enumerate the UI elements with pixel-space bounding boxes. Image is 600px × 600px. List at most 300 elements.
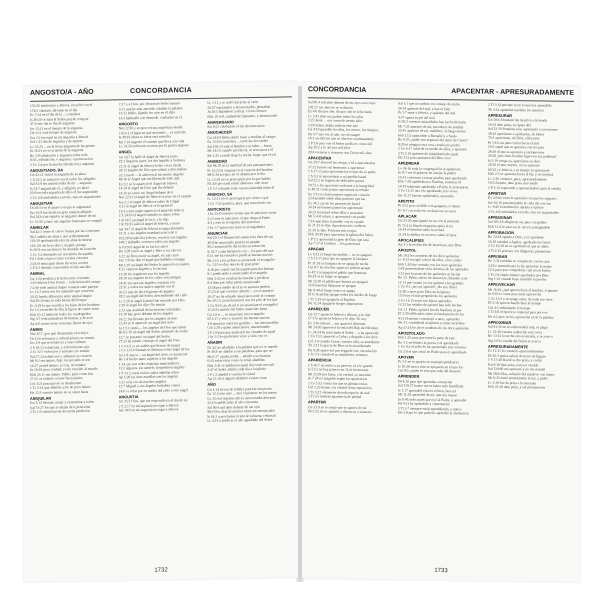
- concordance-reference-line: 4:11 él mismo constituyó a unos, apóstoles: [398, 315, 460, 321]
- concordance-reference-line: 1 Ts 2:4 según fuimos aprobados por Dios: [488, 272, 549, 278]
- concordance-reference-line: 25:41 apartaos de mí, malditos, al fuego eterno: [398, 128, 466, 134]
- concordance-reference-line: 2:42 perseveraban en la doctrina de los apóstoles: [398, 266, 469, 272]
- concordance-reference-line: Lc 13:24 esforzaos a entrar por la puerta angosta: [118, 143, 189, 149]
- concordance-reference-line: Jn 21:15 le dijo: Apacienta mis corderos: [308, 223, 366, 229]
- concordance-reference-line: Sal 90:4 mil años delante de tus ojos: [207, 404, 260, 410]
- concordance-reference-line: Éx 12:11 lo comeréis apresuradamente: [488, 348, 544, 354]
- concordance-reference-line: Fil 4:11 he aprendido a contentarme: [398, 401, 450, 407]
- concordance-reference-line: Est 6:10 date prisa, toma el vestido: [488, 362, 539, 367]
- concordance-reference-line: 37:3 este día es día de angustia: [30, 121, 75, 126]
- right-page-header-title: CONCORDANCIA: [308, 86, 367, 95]
- concordance-reference-line: 2 Co 11:13 estos son falsos apóstoles: [398, 297, 452, 303]
- concordance-reference-line: 2:18 e instruido por la ley apruebas lo mejor: [488, 263, 552, 269]
- concordance-reference-line: Ap 21:14 los doce nombres de los doce apóstoles: [398, 324, 469, 330]
- concordance-reference-line: 63:9 en toda angustia de ellos él fue angustiado: [30, 189, 99, 195]
- concordance-reference-line: 15:9 soy el más pequeño de los apóstoles: [398, 293, 458, 299]
- concordance-reference-line: 34:23 levantaré sobre ellas a un pastor: [308, 209, 364, 215]
- concordance-reference-line: Pr 1:16 sus pies corren hacia el mal: [488, 140, 539, 145]
- concordance-reference-line: Gá 4:10 guardáis los días, los meses, los tiempos: [308, 127, 379, 133]
- left-page-header-entry-range: ANGOSTO/A - AÑO: [30, 88, 94, 97]
- concordance-reference-line: Ez 1:5 en medio de ella la figura de cuatro seres: [30, 306, 100, 312]
- concordance-reference-line: Ef 5:16 aprovechando bien el tiempo: [488, 300, 542, 306]
- concordance-reference-line: 1 R 19:5 un ángel le tocó, y le dijo: [118, 216, 169, 222]
- concordance-reference-line: 24:31 enviará sus ángeles con gran voz: [118, 279, 175, 285]
- concordance-reference-line: Gn 1:24 produzca la tierra seres vivientes: [30, 275, 90, 281]
- concordance-reference-line: Gá 1:8 aun si ... un ángel del cielo, os anunciare: [118, 351, 188, 357]
- concordance-reference-line: Col 3:21 para que no se desalienten: [30, 380, 82, 386]
- concordance-reference-line: Dt 16:3 aprisa saliste de tierra de Egipto: [488, 353, 546, 359]
- concordance-reference-line: Is 59:2 vuestras iniquidades han hecho división: [398, 119, 467, 125]
- concordance-reference-line: Gn 29:7 abrevad las ovejas, e id a apacentarlas: [308, 160, 376, 166]
- concordance-reference-line: Fil 1:8 de cómo os amo a todos vosotros: [30, 255, 89, 261]
- concordance-reference-line: He 5:8 por lo que padeció aprendió la obediencia: [398, 410, 469, 416]
- concordance-reference-line: Mr 1:32 cuando llegó la noche, luego que el sol: [207, 152, 276, 158]
- concordance-reference-line: 14:6 vi volar por en medio del cielo a otro ángel: [118, 387, 188, 393]
- concordance-reference-line: Hch 20:28 para apacentar la iglesia del Señor: [308, 232, 374, 238]
- concordance-reference-line: 12:28 a unos puso Dios en la iglesia: [398, 288, 450, 294]
- concordance-reference-line: Is 53:7 angustiado él, y afligido, no abrió: [30, 185, 90, 191]
- concordance-reference-line: 8:39 ni ninguna otra cosa creada nos podrá: [398, 141, 460, 147]
- concordance-headword: ANGUSTIA: [118, 394, 139, 399]
- concordance-reference-line: Fil 4:6 por nada estéis afanosos, sino sean: [207, 180, 268, 186]
- concordance-reference-line: Pr 15:1 la blanda respuesta quita la ira: [398, 222, 453, 228]
- concordance-reference-line: Col 4:5 redimiendo el tiempo: [488, 305, 531, 310]
- concordance-headword: ÁNGEL: [118, 150, 132, 155]
- concordance-reference-line: Lc 6:13 escogió a doce de ellos, a los cuales: [398, 257, 462, 263]
- concordance-reference-line: 32:1 Jacob ... le salieron al encuentro ángeles: [118, 171, 184, 177]
- concordance-reference-line: Gá 1:8 si ... os anunciare otro evangelio: [207, 311, 265, 317]
- concordance-reference-line: Mt 16:26 ¿qué aprovechará al hombre, si ganare: [488, 287, 558, 293]
- concordance-reference-line: Is 61:2 a proclamar el año de la buena voluntad: [207, 413, 276, 419]
- concordance-reference-line: Ec 3:19 lo que sucede a los hijos de los hombres: [30, 302, 100, 308]
- concordance-reference-line: Sof 1:15 día de angustia y de aprieto: [30, 138, 83, 144]
- concordance-reference-line: Sal 104:23 sale el hombre a su labor ... hasta: [207, 143, 272, 149]
- concordance-reference-line: Dt 28:53 en el apuro con que te angustiará: [30, 204, 91, 210]
- concordance-reference-line: 2 S 22:7 en mi angustia invoqué a Jehová: [118, 402, 179, 408]
- concordance-reference-line: Ro 2:9 tribulación y angustia sobre todo: [30, 152, 88, 158]
- concordance-reference-line: Is 42:3 ni apagará el pábilo que humeare: [308, 269, 367, 275]
- concordance-reference-line: Mt 1:20 un ángel del Señor le apareció en sueños: [118, 261, 190, 267]
- concordance-reference-line: 119:131 mi boca abrí y suspiré, porque: [30, 242, 87, 248]
- concordance-reference-line: Mt 23:28 por fuera, a la verdad, os mostráis: [308, 371, 371, 377]
- concordance-headword: ANIVERSARIO: [207, 119, 234, 125]
- concordance-reference-line: Jn 6:63 la carne para nada aprovecha: [488, 291, 542, 297]
- concordance-reference-line: Mt 10:2 los nombres de los doce apóstoles: [398, 252, 460, 258]
- concordance-reference-line: Lv 24:16 toda la congregación lo apedreará: [398, 165, 461, 171]
- concordance-reference-line: 13:12 Pablo, fijando los ojos en él, dijo: [118, 110, 176, 116]
- concordance-reference-line: Ro 1:5 recibimos la gracia y el apostolado: [398, 339, 459, 345]
- concordance-reference-line: Col 3:4 cuando Cristo, vuestra vida, se manifieste: [308, 338, 380, 344]
- right-page-header-entry-range: APACENTAR - APRESURADAMENTE: [451, 88, 574, 97]
- concordance-reference-line: Jos 1:9 que te esfuerces y seas valiente: [30, 339, 86, 345]
- right-page-column-1: [308, 100, 394, 559]
- concordance-reference-line: Hch 10:12 había de todos los cuadrúpedos: [30, 311, 91, 317]
- concordance-reference-line: Jn 20:5 bajándose a mirar, vio los lienzos: [207, 108, 267, 114]
- concordance-reference-line: 16:14 el hombre sabio la evitará: [398, 227, 445, 233]
- concordance-reference-line: Mt 9:2 ten ánimo, hijo; tus pecados te son: [30, 357, 91, 363]
- concordance-headword: ANIQUILAR: [30, 396, 52, 401]
- concordance-headword: APACENTAR: [308, 155, 332, 161]
- concordance-reference-line: 19:22 date prisa, escápate allá: [488, 122, 532, 127]
- concordance-headword: ANUNCIAR: [207, 230, 228, 236]
- concordance-reference-line: Tit 3:14 aprendan también los nuestros: [488, 107, 544, 112]
- concordance-reference-line: Mt 11:29 aprended de mí, que soy manso: [398, 392, 458, 398]
- concordance-reference-line: 84:2 anhela mi alma y aun ardientemente: [30, 233, 90, 239]
- concordance-reference-line: 5:12 por la mano de los apóstoles se hacían: [398, 270, 461, 276]
- concordance-reference-line: 2 P 3:8 para con el Señor un día es como mil: [308, 140, 373, 146]
- concordance-reference-line: He 3:1 considerad al apóstol y sumo sacerdote: [398, 320, 465, 326]
- concordance-reference-line: Dt 31:6 esforzaos y cobrad ánimo; no temáis: [30, 335, 95, 341]
- concordance-reference-line: 22:11 el ángel de Jehová le dio voces desde: [118, 162, 182, 168]
- concordance-reference-line: Lc 2:10 os doy nuevas de gran gozo: [207, 261, 260, 267]
- concordance-reference-line: Lc 4:19 a predicar el año agradable del Señor: [207, 417, 273, 423]
- concordance-reference-line: 22:43 se le apareció un ángel del cielo: [118, 320, 174, 326]
- concordance-reference-line: 2:13 una multitud de las huestes celestiales: [118, 306, 181, 312]
- concordance-reference-line: Sal 1:1 que no anduvo en consejo de malos: [398, 101, 461, 107]
- concordance-reference-line: Ez 4:6 día por año, día por año te lo he dado: [308, 109, 372, 115]
- concordance-headword: AÑO: [207, 382, 216, 387]
- concordance-headword: APARIENCIA: [308, 358, 332, 363]
- concordance-reference-line: 8:4 iban por todas partes anunciando: [207, 279, 261, 285]
- concordance-reference-line: 27:22 os exhorto a tener buen ánimo: [30, 375, 83, 381]
- concordance-reference-line: Pr 12:25 la congoja en el corazón del hombre: [207, 167, 273, 173]
- concordance-reference-line: Sal 23:2 en lugares de delicados pastos: [308, 178, 365, 183]
- concordance-reference-line: Jon 2:2 invoqué en mi angustia a Jehová: [30, 134, 89, 140]
- concordance-reference-line: Jn 8:7 sea el primero en arrojar la piedra: [398, 170, 457, 176]
- concordance-reference-line: Jer 15:11 en el tiempo de la angustia: [30, 125, 83, 131]
- concordance-headword: APOSTOLADO: [398, 330, 425, 336]
- concordance-headword: ANSIEDAD: [207, 158, 228, 164]
- concordance-reference-line: 13:8 Señor, déjala todavía este año: [308, 122, 358, 128]
- concordance-reference-line: Is 26:9 con mi alma te he deseado en la noche: [30, 246, 97, 252]
- concordance-reference-line: Ap 4:6 cuatro seres vivientes llenos de ojos: [30, 320, 93, 326]
- concordance-reference-line: Mt 6:27 ¿quién podrá ... añadir a su estatura: [207, 353, 271, 359]
- left-page-column-3: [207, 99, 292, 558]
- left-page-header-title: CONCORDANCIA: [130, 87, 192, 96]
- concordance-reference-line: 1 Ts 5:14 que alentéis a los de poco ánimo: [30, 384, 91, 390]
- concordance-reference-line: Sal 73:27 los que se alejan de ti perecerán: [30, 404, 91, 410]
- concordance-reference-line: Hch 1:25 para que tome la parte de este: [398, 335, 455, 341]
- concordance-reference-line: Gá 2:8 el que actuó en Pedro para el apostolado: [398, 348, 467, 354]
- concordance-reference-line: 96:2 anunciad de día en día su salvación: [207, 243, 266, 249]
- concordance-reference-line: Is 1:17 aprended a hacer el bien; buscad: [398, 387, 456, 393]
- concordance-reference-line: 1 Co 13:3 y no tengo amor, de nada me sirve: [488, 296, 553, 302]
- concordance-reference-line: 20:25 haréis diferencia entre animal limpio: [30, 293, 92, 299]
- concordance-reference-line: Is 5:19 venga ya, apresúrese su obra: [488, 158, 540, 163]
- concordance-reference-line: 18:10 sus ángeles en los cielos ven siempre: [118, 275, 182, 281]
- concordance-reference-line: Ro 1:1 Pablo, siervo de Jesucristo, llamado a ser: [398, 275, 468, 281]
- concordance-headword: APAGAR: [308, 247, 325, 252]
- concordance-reference-line: He 12:3 vuestro ánimo no se canse hasta: [30, 389, 89, 395]
- concordance-reference-line: Dn 3:28 envió su ángel y libró a sus siervos: [118, 248, 182, 254]
- concordance-reference-line: Mt 28:8 ellas, saliendo del sepulcro con temor: [488, 371, 555, 377]
- concordance-reference-line: 1 Jn 1:3 lo que hemos visto y oído, eso os: [207, 333, 268, 339]
- concordance-reference-line: 1 P 5:7 echando toda vuestra ansiedad sobre él: [207, 185, 275, 191]
- concordance-reference-line: 15:10 hay gozo delante de los ángeles: [118, 311, 174, 317]
- concordance-reference-line: 8:35 ¿tribulación, o angustia, o persecución: [30, 156, 93, 162]
- concordance-reference-line: 14:19 el ángel de Dios que iba delante: [118, 185, 174, 191]
- concordance-reference-line: 2 P 1:5 añadid a vuestra fe virtud: [207, 371, 255, 377]
- concordance-reference-line: 2 R 19:35 salió el ángel de Jehová, y mató: [118, 221, 180, 227]
- concordance-headword: APRESURADAMENTE: [488, 344, 529, 349]
- concordance-reference-line: Mt 7:23 apartaos de mí, hacedores de maldad: [398, 123, 464, 129]
- concordance-reference-line: He 3:12 para apartarse del Dios vivo: [398, 155, 451, 161]
- concordance-reference-line: 119:20 quebrantada está mi alma de desear: [30, 237, 92, 243]
- concordance-reference-line: Jer 3:15 os daré pastores según mi corazón: [308, 191, 370, 197]
- concordance-reference-line: 16:10 saludad a Apeles, aprobado en Cristo: [488, 239, 551, 245]
- concordance-reference-line: Mt 12:20 el pábilo que humea no apagará: [308, 278, 368, 284]
- concordance-reference-line: 1 Co 9:2 el sello de mi apostolado sois vosotros: [398, 344, 467, 350]
- concordance-reference-line: Ap 7:17 el Cordero ... los pastoreará: [308, 241, 361, 246]
- concordance-reference-line: Hch 5:42 no cesaban de enseñar y predicar: [207, 275, 269, 281]
- concordance-reference-line: 25:10 santificaréis el año cincuenta: [207, 399, 259, 405]
- concordance-reference-line: 2 Co 6:17 salid de en medio de ellos, y apartaos: [398, 146, 467, 152]
- concordance-reference-line: Ec 6:7 con todo eso su deseo no se sacia: [398, 207, 456, 213]
- concordance-reference-line: 12:7 Miguel y sus ángeles luchaban contra: [118, 383, 180, 389]
- concordance-headword: APRESURAR: [488, 113, 513, 118]
- concordance-headword: ANTICRISTO: [207, 206, 231, 212]
- left-page-columns: [30, 99, 292, 562]
- concordance-reference-line: Gn 42:21 vimos la angustia de su alma: [30, 171, 86, 177]
- concordance-reference-line: Dn 12:1 será tiempo de angustia: [30, 130, 77, 135]
- concordance-reference-line: Is 40:11 como pastor apacentará su rebaño: [308, 187, 370, 193]
- right-page: [302, 82, 580, 582]
- concordance-reference-line: 19:5 Zaqueo, date prisa, desciende: [488, 180, 538, 186]
- concordance-headword: APEDREAR: [398, 161, 420, 166]
- concordance-reference-line: 2:10 el ángel les dijo: No temáis: [118, 302, 166, 308]
- concordance-reference-line: 2:22 este es anticristo, el que niega al Padre: [207, 215, 271, 221]
- concordance-reference-line: Lv 6:12 el fuego encendido ... no se apagará: [308, 251, 372, 257]
- concordance-reference-line: Pr 3:7 teme a Jehová, y apártate del mal: [398, 110, 456, 116]
- concordance-reference-line: 2 Co 11:25 una vez apedreado; tres veces: [398, 188, 458, 194]
- concordance-reference-line: 2 Co 5:12 contra los que se glorían en las: [308, 380, 368, 386]
- concordance-reference-line: 38:22 apresúrate a ayudarme, oh Señor: [488, 131, 545, 136]
- concordance-reference-line: Gn 13:9 yo te ruego que te apartes de mí: [308, 404, 367, 410]
- concordance-reference-line: Jn 16:33 pero confiad, yo he vencido al mundo: [30, 366, 98, 372]
- concordance-reference-line: Est 9:21 celebrasen el día decimocuarto: [207, 123, 265, 129]
- concordance-reference-line: Hch 10:4 él, mirándole fijamente, y atemorizado: [207, 113, 278, 119]
- concordance-reference-line: Sal 42:1 como el ciervo brama por las corrientes: [30, 228, 100, 234]
- concordance-reference-line: 6:12 el ángel de Jehová se le apareció: [118, 203, 173, 209]
- concordance-reference-line: 48:16 el Ángel que me liberta de todo mal: [118, 176, 180, 182]
- concordance-reference-line: 11:26 la muerte del Señor anunciáis hasta: [207, 306, 268, 312]
- concordance-reference-line: 2 R 6:1 el lugar en que moramos ... es estrecho: [118, 129, 187, 135]
- concordance-reference-line: Ef 6:16 podáis apagar todos los dardos de fuego: [308, 292, 378, 298]
- concordance-reference-line: Hch 7:59 apedreaban a Esteban, mientras él: [398, 179, 461, 185]
- concordance-reference-line: Éx 3:9 he visto la opresión con que los egipcios: [488, 195, 557, 201]
- concordance-reference-line: Nm 22:22 el ángel de Jehová se puso en el camino: [118, 194, 192, 200]
- concordance-reference-line: Jue 2:1 el ángel de Jehová subió de Gilgal: [118, 198, 180, 204]
- concordance-reference-line: Sal 27:14 esfuércese y aliéntese tu corazón: [30, 353, 92, 359]
- concordance-reference-line: Jue 16:16 presionándole él cada día con sus: [488, 200, 551, 206]
- concordance-reference-line: Gn 24:63 había salido Isaac a meditar al campo: [207, 134, 276, 140]
- concordance-reference-line: 2 Co 5:2 deseando ser revestidos de aquella: [30, 251, 93, 257]
- concordance-reference-line: Sal 31:9 ten misericordia de mí ... angustia: [30, 180, 92, 186]
- concordance-reference-line: Is 63:9 el ángel de su faz los salvó: [118, 243, 168, 249]
- concordance-reference-line: 28:12 ángeles de Dios que subían y descendían: [118, 167, 187, 173]
- concordance-reference-line: He 9:28 aparecerá por segunda vez, sin relación: [308, 347, 377, 353]
- concordance-reference-line: Ro 10:15 ¡cuán hermosos son los pies de los que: [207, 297, 278, 303]
- concordance-headword: APROVECHAR: [488, 282, 516, 288]
- concordance-reference-line: 1 Ts 5:19 no apaguéis al Espíritu: [308, 296, 355, 302]
- concordance-reference-line: 6:21 mucho más atrevido a hablar la palabra: [118, 105, 183, 111]
- concordance-reference-line: Sal 105:18 afligieron sus pies con grillos: [488, 219, 547, 225]
- concordance-reference-line: Lc 1:12 y se turbó Zacarías al verle: [207, 99, 259, 105]
- concordance-reference-line: 178:2 clamaré, sálvame en el día: [30, 107, 78, 113]
- concordance-reference-line: Hab 2:3 se apresura hacia el fin, y no mentirá: [488, 171, 554, 177]
- concordance-reference-line: 3:23 Jesús ... era como de treinta años: [308, 118, 363, 123]
- concordance-reference-line: 1 Ti 4:8 el ejercicio corporal para poco es: [488, 309, 548, 315]
- concordance-reference-line: 2:19 Jehová Dios formó ... toda bestia del campo: [30, 279, 101, 285]
- concordance-reference-line: Gn 32:20 apaciguaré su ira con el presente: [398, 218, 460, 224]
- concordance-headword: APETITO: [398, 198, 415, 204]
- concordance-headword: AÑADIR: [207, 340, 223, 345]
- concordance-reference-line: 1 P 2:9 para que anunciéis las virtudes de aquel: [207, 329, 276, 335]
- left-page-number: 1732: [154, 567, 168, 574]
- concordance-reference-line: 6:22 mi Dios envió su ángel, el cual cerró: [118, 252, 179, 258]
- concordance-reference-line: 70:1 apresúrate, oh Dios, a librarme: [488, 135, 540, 141]
- right-page-column-3: [488, 103, 574, 562]
- concordance-reference-line: Hch 13:2 apartadme a Bernabé y a Saulo: [398, 132, 457, 138]
- concordance-reference-line: Ap 1:1 la revelación de Jesucristo, que Dios: [398, 242, 462, 248]
- concordance-reference-line: Pr 30:6 no añadas a sus palabras, para que no: [207, 348, 273, 354]
- concordance-headword: APROBACIÓN: [488, 230, 514, 235]
- concordance-reference-line: Lc 21:25 ... en la tierra angustia de las gentes: [30, 143, 95, 149]
- concordance-reference-line: Sal 119:60 me apresuré y no me retardé: [488, 366, 546, 372]
- concordance-reference-line: 13:3 a esta mujer apareció el ángel de Jehová: [118, 207, 184, 213]
- concordance-headword: APROBAR: [488, 254, 508, 259]
- concordance-reference-line: 13:39 los segadores son los ángeles: [118, 270, 170, 276]
- concordance-reference-line: 13:2 algunos, sin saberlo, hospedaron ángeles: [118, 365, 185, 371]
- concordance-reference-line: 2 Ti 3:5 tendrán apariencia de piedad: [308, 394, 362, 399]
- right-page-number: 1733: [434, 567, 448, 575]
- concordance-reference-line: 4:3 y este es el espíritu del anticristo: [207, 219, 260, 225]
- concordance-reference-line: Lc 1:39 fue de prisa a la montaña: [488, 380, 536, 385]
- concordance-reference-line: 14:19 habiendo apedreado a Pablo, le arrastraron: [398, 183, 469, 189]
- concordance-headword: APROXIMAR: [488, 320, 512, 325]
- concordance-reference-line: Zac 1:9 me dijo el ángel que hablaba conmigo: [118, 257, 186, 263]
- concordance-reference-line: Pr 23:2 pon cuchillo a tu garganta, si tienes: [398, 203, 461, 209]
- concordance-reference-line: Sal 90:4 mil años delante de tus ojos son como: [308, 100, 376, 106]
- concordance-reference-line: Est 3:13 destruir, matar y exterminar a todos: [30, 399, 94, 405]
- concordance-reference-line: Col 1:28 a quien anunciamos, amonestando: [207, 324, 271, 330]
- concordance-reference-line: 4:27 aparta tu pie del mal: [398, 114, 435, 120]
- concordance-reference-line: Mt 14:15 cuando anochecía, se acercaron a él: [207, 147, 273, 153]
- concordance-reference-line: 2 Ts 1:9 sufrirán pena de eterna perdición: [30, 408, 90, 414]
- concordance-reference-line: Dt 4:2 no añadiréis a la palabra que yo os mando: [207, 344, 278, 350]
- concordance-reference-line: 1 Jn 2:18 vosotros oísteis que el anticristo viene: [207, 210, 277, 216]
- concordance-reference-line: Sal 91:10 no te sobrevendrá mal, ni plaga: [488, 324, 548, 330]
- concordance-reference-line: Gn 1:14 sirvan de señales para las estaciones: [207, 386, 272, 392]
- concordance-reference-line: 17:1 le apareció Jehová y le dijo: Yo soy: [308, 316, 367, 322]
- concordance-reference-line: 148:2 alabadle, vosotros todos sus ángeles: [118, 239, 180, 245]
- concordance-reference-line: Gn 35:3 Dios, que me respondió en el día de mi: [118, 398, 188, 404]
- concordance-headword: ANOCHECER: [207, 130, 232, 135]
- concordance-reference-line: Mt 11:5 a los pobres es anunciado el evangelio: [207, 257, 275, 263]
- concordance-reference-line: 23:4 pondré sobre ellas pastores que las: [308, 196, 366, 201]
- concordance-reference-line: 103:20 bendecid a Jehová, vosotros sus ángeles: [118, 234, 188, 240]
- concordance-reference-line: Stg 3:7 toda naturaleza de bestias, y de aves: [30, 315, 94, 321]
- concordance-reference-line: 102:27 tus años no se acabarán: [308, 104, 353, 110]
- concordance-reference-line: Mt 6:34 así que, no os afanéis por el día: [207, 171, 265, 177]
- left-page-column-1: [30, 102, 115, 561]
- concordance-reference-line: 34:14 apártate del mal, y haz el bien: [398, 105, 451, 111]
- concordance-reference-line: 4:11 vinieron ángeles y le servían: [118, 266, 167, 272]
- concordance-reference-line: Is 53:2 no hay parecer en él, ni hermosura: [308, 367, 369, 373]
- concordance-reference-line: Hch 23:11 ten ánimo, Pablo, pues como has: [30, 371, 94, 377]
- concordance-reference-line: Gn 18:6 Abraham fue de prisa a la tienda: [488, 117, 548, 123]
- concordance-reference-line: Ro 1:32 también se complacen con los que: [488, 258, 550, 264]
- concordance-reference-line: 24:37 espantados y atemorizados, pensaban: [207, 104, 271, 110]
- concordance-reference-line: He 1:4 hecho tanto superior a los ángeles: [118, 356, 178, 362]
- concordance-reference-line: Sal 50:10 mía es toda bestia del bosque: [30, 297, 87, 303]
- concordance-reference-line: 1 Jn 3:2 cuando él se manifieste, seremos: [308, 352, 368, 358]
- concordance-headword: APLACAR: [398, 213, 417, 219]
- concordance-reference-line: Éx 3:2 se le apareció el Ángel de Jehová: [118, 180, 177, 186]
- concordance-reference-line: 12:12 las señales de apóstol han sido hechas: [398, 302, 462, 308]
- concordance-reference-line: Ap 22:18 si alguno añadiere a estas cosas: [207, 375, 267, 381]
- concordance-reference-line: Jn 7:24 no juzguéis según las apariencias: [308, 376, 368, 382]
- concordance-reference-line: Éx 3:16 Jehová ... me apareció diciendo: [308, 320, 366, 326]
- concordance-reference-line: 14:3 hablando con denuedo, confiados en el: [118, 114, 182, 120]
- concordance-reference-line: 28:16 el que creyere, no se apresure: [488, 162, 540, 168]
- concordance-reference-line: Lc 1:26 el ángel Gabriel fue enviado por Dios: [118, 297, 185, 303]
- concordance-reference-line: Jn 6:45 todo aquel que oyó al Padre, y aprendió: [398, 396, 467, 402]
- concordance-reference-line: 1:14 ¿no son todos espíritus ministradores: [118, 360, 180, 366]
- concordance-reference-line: 12:7 se presentó un ángel del Señor: [118, 333, 170, 339]
- concordance-reference-line: 2 Ti 3:14 persiste tú en lo que has aprendido: [488, 102, 552, 108]
- concordance-reference-line: 1 Co 9:16 ¡ay de mí si no anunciare el evangelio!: [207, 302, 279, 308]
- concordance-reference-line: Hch 1:26 fue contado con los once apóstoles: [398, 261, 463, 267]
- concordance-reference-line: Éx 12:2 este mes ... será el primero en los meses: [207, 390, 277, 396]
- concordance-reference-line: Ec 7:14 en el día de la ... considera: [30, 112, 81, 117]
- concordance-reference-line: Lc 2:41 iban sus padres todos los años: [308, 113, 364, 119]
- concordance-reference-line: 1 P 5:2 apacentad la grey de Dios que está: [308, 236, 369, 242]
- concordance-reference-line: Sal 94:19 en la multitud de mis pensamientos: [207, 162, 273, 168]
- concordance-reference-line: Sal 119:71 bueno me es haber sido humillado: [398, 383, 464, 389]
- concordance-headword: APARECER: [308, 307, 330, 312]
- concordance-reference-line: Nm 32:7 ¿por qué desanimáis a los hijos: [30, 330, 89, 336]
- concordance-reference-line: 20:27 no he rehuido anunciaros todo el consejo: [207, 293, 276, 299]
- concordance-reference-line: Is 49:19 ahora tu tierra será estrecha: [118, 134, 171, 140]
- concordance-reference-line: 1 P 1:12 cosas en las cuales anhelan mirar: [118, 369, 180, 375]
- concordance-reference-line: 27:23 ha estado conmigo el ángel del Dios: [118, 338, 180, 344]
- concordance-reference-line: Lc 12:50 ¡cómo me angustio hasta que se cumpla!: [30, 218, 103, 224]
- concordance-reference-line: 20:4 vivieron y reinaron con Cristo mil años: [308, 149, 372, 155]
- concordance-headword: ANHELAR: [30, 225, 49, 230]
- concordance-reference-line: 2 P 3:12 esperando y apresurándoos para la venida: [488, 185, 561, 191]
- concordance-reference-line: Col 2:23 tienen a la verdad cierta reputación: [308, 385, 372, 391]
- concordance-reference-line: 13:38 por medio de él se os anuncia perdón: [207, 284, 270, 290]
- concordance-reference-line: Hch 12:4 le puso en la cárcel, entregándole: [488, 224, 551, 230]
- concordance-headword: APRISIONAR: [488, 215, 512, 220]
- concordance-reference-line: 8:1 predicando y anunciando el evangelio: [207, 270, 268, 276]
- concordance-reference-line: 34:14 en buenos pastos las apacentaré: [308, 205, 363, 210]
- concordance-reference-line: 1 P 2:2 desead, como niños recién nacidos: [30, 264, 91, 270]
- concordance-reference-line: 61:1 me ha enviado a predicar buenas nuevas: [207, 252, 273, 258]
- concordance-reference-line: 21:14 la dádiva en secreto calma el furor: [398, 231, 457, 237]
- concordance-reference-line: Sal 34:7 el ángel de Jehová acampa alrededor: [118, 225, 185, 231]
- concordance-reference-line: 10:1 sacrificios que se ofrecen continuamente: [308, 136, 374, 142]
- concordance-reference-line: Lc 12:29 no os preocupéis por lo que habéis: [207, 176, 271, 182]
- concordance-reference-line: 2 Ti 2:19 apártese de iniquidad todo aquel: [398, 150, 459, 156]
- concordance-reference-line: Is 10:20 nunca más se apoyarán en el que los: [398, 363, 463, 369]
- concordance-reference-line: 155:26 tendremos a Jehová, escuchó con el: [30, 102, 93, 108]
- concordance-reference-line: 2 Co 10:18 no es aprobado el que se alaba: [488, 243, 549, 249]
- concordance-reference-line: Tit 2:11 la gracia de Dios se ha manifestado: [308, 343, 372, 349]
- concordance-reference-line: 40:9 he anunciado justicia en grande: [207, 239, 260, 245]
- concordance-reference-line: 12:2 para que comprobéis cuál sea la buena: [488, 267, 551, 273]
